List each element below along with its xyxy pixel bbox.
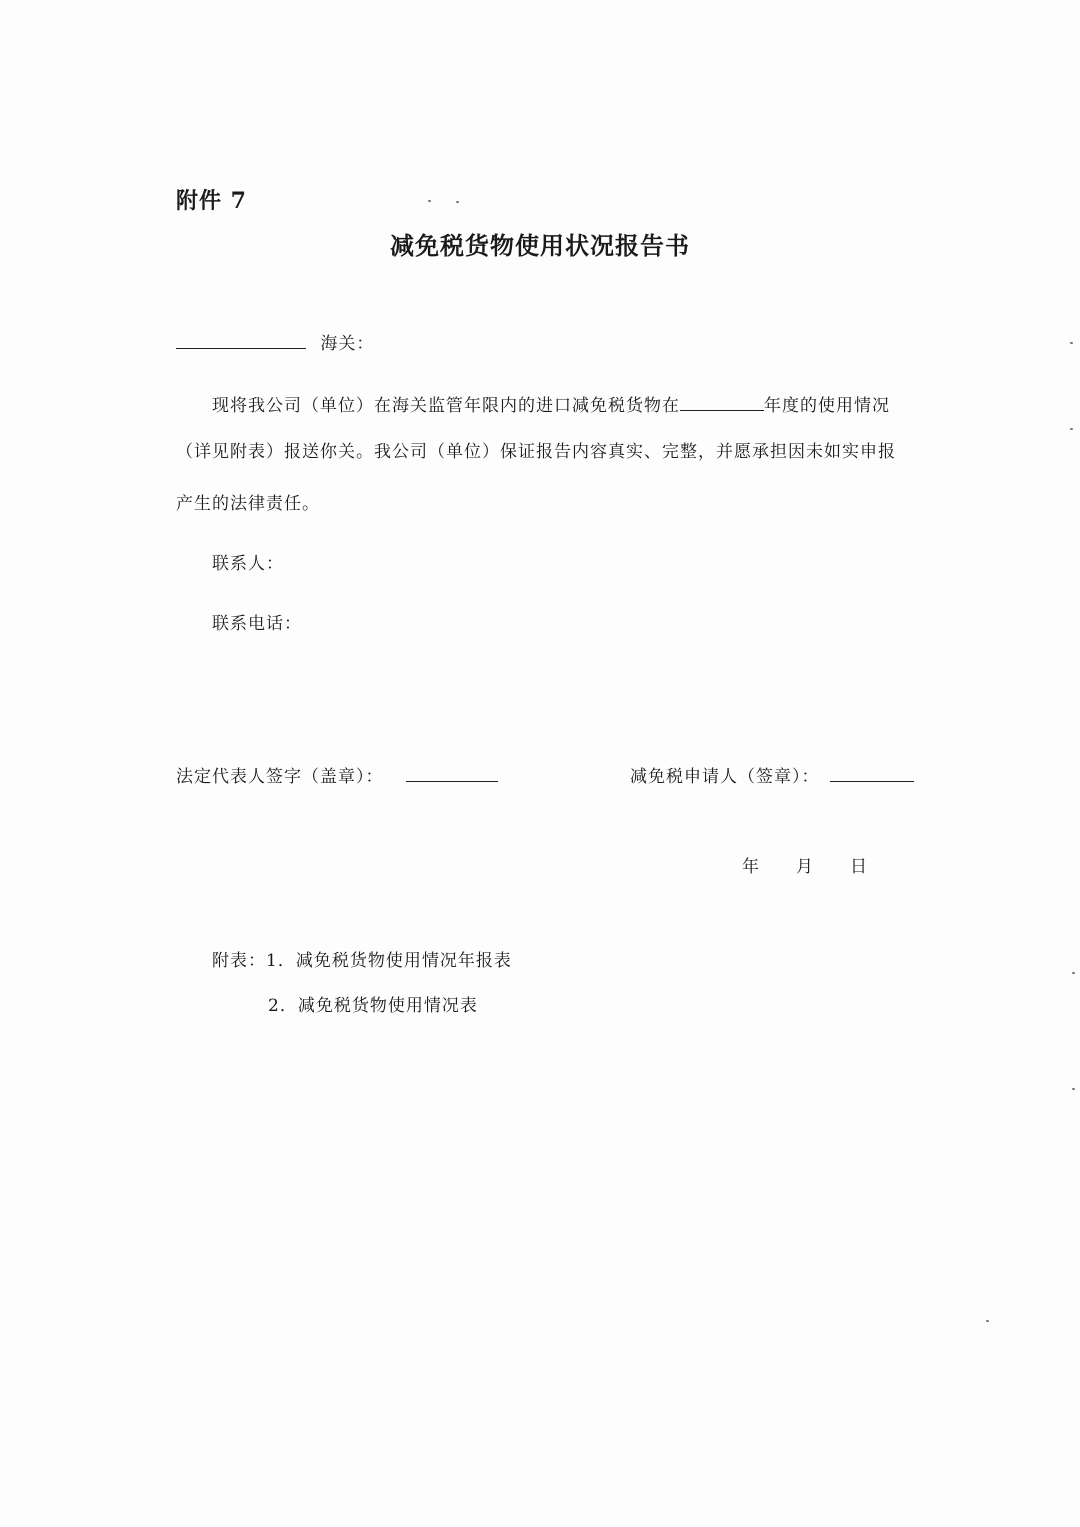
applicant-signature xyxy=(630,763,914,789)
contact-person-label: 联系人： xyxy=(212,554,284,574)
year-blank[interactable] xyxy=(680,392,764,411)
scan-speck xyxy=(456,201,459,203)
scan-speck xyxy=(1070,342,1073,344)
contact-phone-label: 联系电话： xyxy=(212,614,302,634)
appendix-item-2: 2．减免税货物使用情况表 xyxy=(268,996,478,1016)
appendix-item-1 xyxy=(212,949,512,973)
applicant-label: 减免税申请人（签章）： xyxy=(630,767,820,787)
paragraph-line-1 xyxy=(212,392,890,418)
scan-speck xyxy=(1072,972,1075,974)
applicant-signature-blank[interactable] xyxy=(830,763,914,782)
paragraph-line-1-part-1: 现将我公司（单位）在海关监管年限内的进口减免税货物在 xyxy=(212,396,680,416)
paragraph-line-2: （详见附表）报送你关。我公司（单位）保证报告内容真实、完整，并愿承担因未如实申报 xyxy=(176,442,896,462)
scan-speck xyxy=(428,200,431,202)
legal-rep-signature-blank[interactable] xyxy=(406,763,498,782)
paragraph-line-1-part-2: 年度的使用情况 xyxy=(764,396,890,416)
date-month: 月 xyxy=(796,857,814,877)
legal-representative-signature xyxy=(176,763,498,789)
paragraph-line-3: 产生的法律责任。 xyxy=(176,494,320,514)
appendix-prefix: 附表： xyxy=(212,951,266,971)
scan-speck xyxy=(1070,428,1073,430)
date-day: 日 xyxy=(850,857,868,877)
date-year: 年 xyxy=(742,857,760,877)
customs-name-blank[interactable] xyxy=(176,330,306,349)
scan-speck xyxy=(1072,1088,1075,1090)
appendix-item-1-text: 1．减免税货物使用情况年报表 xyxy=(266,951,512,971)
attachment-label: 附件 7 xyxy=(176,188,247,214)
legal-rep-label: 法定代表人签字（盖章）： xyxy=(176,767,384,787)
customs-suffix: 海关： xyxy=(320,334,375,354)
scan-speck xyxy=(986,1320,989,1322)
document-title: 减免税货物使用状况报告书 xyxy=(390,231,690,260)
customs-addressee xyxy=(176,330,374,356)
date-row xyxy=(742,855,868,879)
